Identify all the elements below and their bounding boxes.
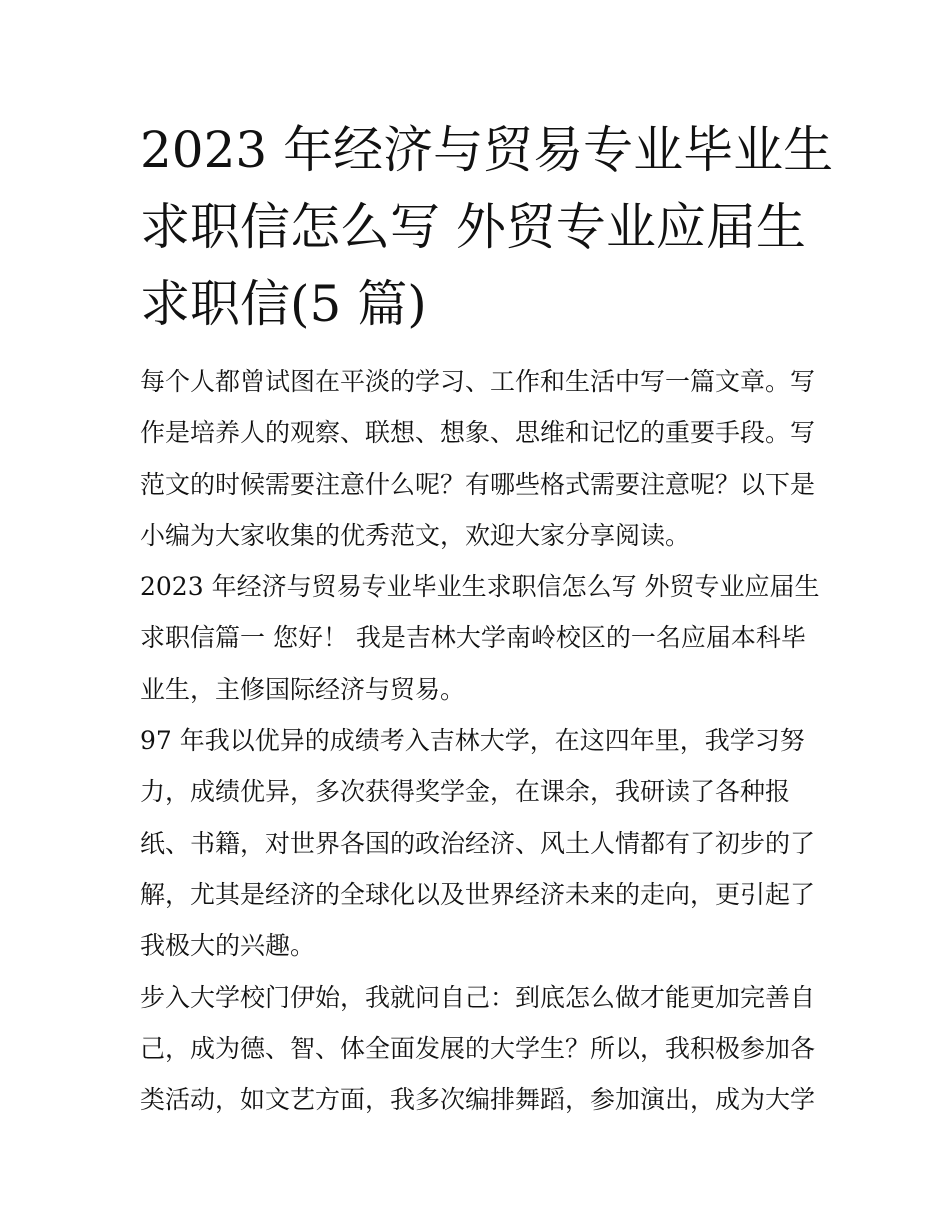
paragraph-letter-heading xyxy=(140,561,820,715)
text-line: 类活动，如文艺方面，我多次编排舞蹈，参加演出，成为大学 xyxy=(140,1085,816,1115)
document-title xyxy=(140,112,834,343)
text-line: 2023 年经济与贸易专业毕业生求职信怎么写 外贸专业应届生 xyxy=(140,572,820,602)
text-line: 解，尤其是经济的全球化以及世界经济未来的走向，更引起了 xyxy=(140,879,816,909)
text-line: 己，成为德、智、体全面发展的大学生？所以，我积极参加各 xyxy=(140,1033,816,1063)
text-line: 作是培养人的观察、联想、想象、思维和记忆的重要手段。写 xyxy=(140,418,816,448)
paragraph-study xyxy=(140,715,820,971)
paragraph-intro xyxy=(140,356,820,561)
title-line: 求职信怎么写 外贸专业应届生 xyxy=(140,198,806,256)
document-body xyxy=(140,356,820,1125)
text-line: 每个人都曾试图在平淡的学习、工作和生活中写一篇文章。写 xyxy=(140,367,816,396)
text-line: 求职信篇一 您好！ 我是吉林大学南岭校区的一名应届本科毕 xyxy=(140,623,806,653)
text-line: 力，成绩优异，多次获得奖学金，在课余，我研读了各种报 xyxy=(140,777,791,807)
text-line: 范文的时候需要注意什么呢？有哪些格式需要注意呢？以下是 xyxy=(140,469,816,499)
title-line: 2023 年经济与贸易专业毕业生 xyxy=(140,121,834,179)
title-line: 求职信(5 篇) xyxy=(140,275,427,333)
text-line: 小编为大家收集的优秀范文，欢迎大家分享阅读。 xyxy=(140,520,691,550)
text-line: 步入大学校门伊始，我就问自己：到底怎么做才能更加完善自 xyxy=(140,982,816,1012)
text-line: 业生，主修国际经济与贸易。 xyxy=(140,674,466,704)
text-line: 我极大的兴趣。 xyxy=(140,931,316,961)
text-line: 纸、书籍，对世界各国的政治经济、风土人情都有了初步的了 xyxy=(140,828,816,858)
paragraph-activities xyxy=(140,972,820,1126)
text-line: 97 年我以优异的成绩考入吉林大学，在这四年里，我学习努 xyxy=(140,726,805,756)
